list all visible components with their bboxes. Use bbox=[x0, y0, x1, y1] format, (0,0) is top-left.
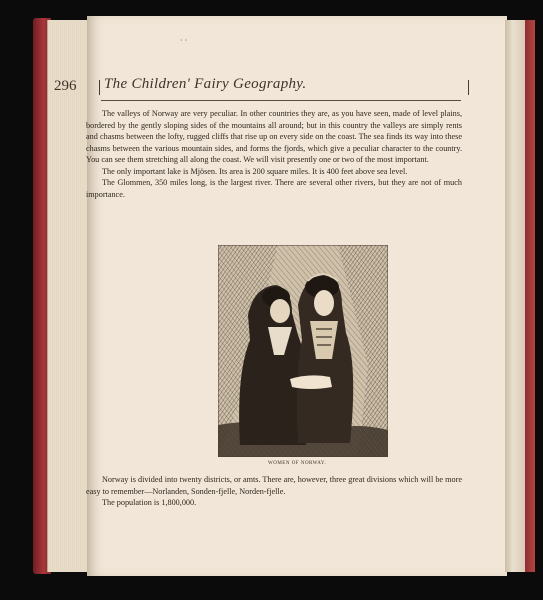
body-text-top bbox=[86, 108, 462, 200]
paragraph-divisions: Norway is divided into twenty districts, or amts. There are, however, three great divisions which will be more easy to remember—Norlanden, Sonden-fjelle, Norden-fjelle. bbox=[86, 475, 462, 496]
header-divider bbox=[99, 80, 100, 95]
page-speck: · · bbox=[180, 36, 188, 45]
paragraph-river: The Glommen, 350 miles long, is the largest river. There are several other rivers, but they are not of much importance. bbox=[86, 178, 462, 199]
header-divider-right bbox=[468, 80, 469, 95]
right-page-edge bbox=[505, 20, 525, 572]
paragraph-lake: The only important lake is Mjösen. Its area is 200 square miles. It is 400 feet above sea level. bbox=[102, 166, 408, 176]
paragraph-population: The population is 1,800,000. bbox=[102, 498, 197, 507]
book-cover-right bbox=[525, 20, 535, 572]
body-text-bottom bbox=[86, 474, 462, 509]
running-title: The Children' Fairy Geography. bbox=[104, 76, 307, 92]
engraving-women-of-norway bbox=[218, 245, 388, 457]
page-number: 296 bbox=[54, 78, 77, 94]
paragraph-valleys: The valleys of Norway are very peculiar. In other countries they are, as you have seen, made of level plains, bordered by the gently sloping sides of the mountains all around; but in this country the valleys are simply rents and chasms between the lofty, rugged cliffs that rise up on every side on the coast. The sea finds its way into these chasms between the various mountain sides, and forms the fjords, which give a peculiar character to the country. You can see them stretching all along the coast. We will visit presently one or two of the most important. bbox=[86, 109, 462, 164]
illustration-caption: WOMEN OF NORWAY. bbox=[268, 461, 327, 466]
